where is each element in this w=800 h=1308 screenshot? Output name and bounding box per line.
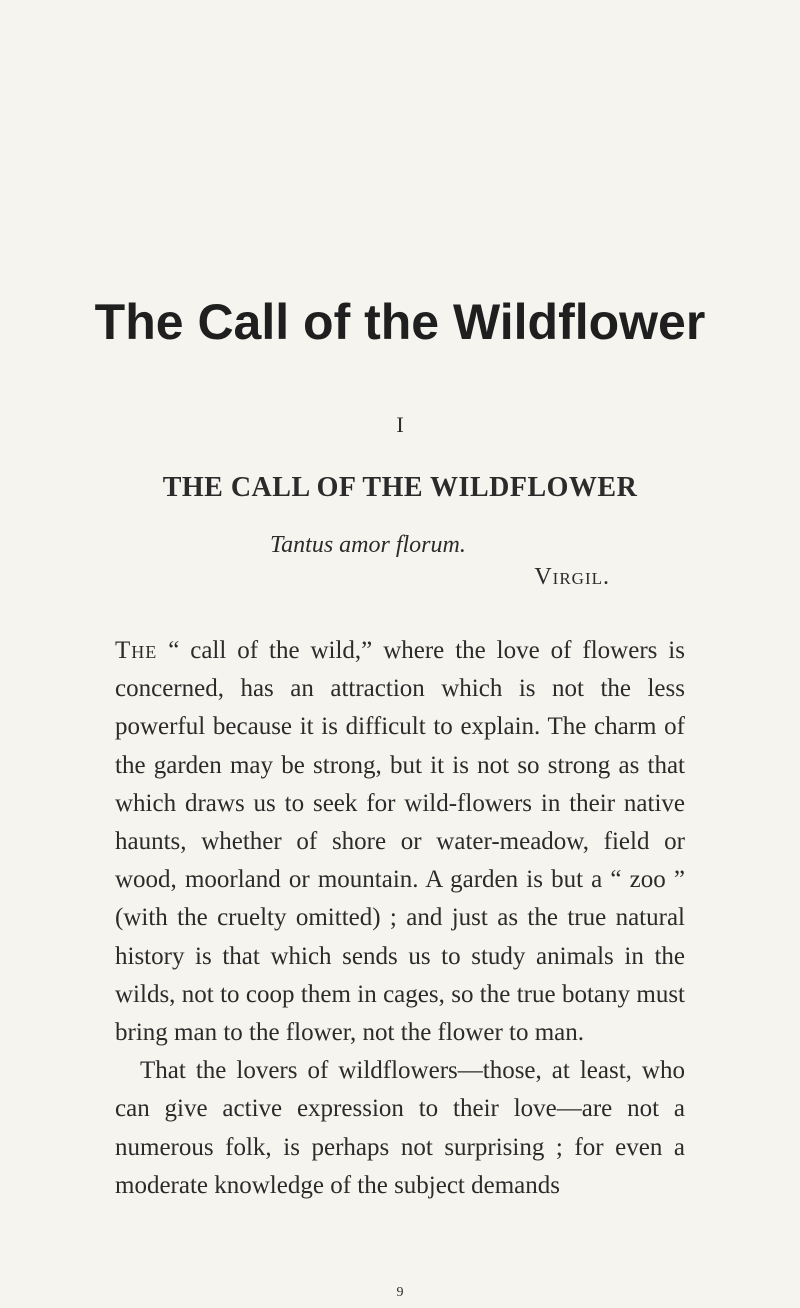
page-number: 9	[396, 1285, 404, 1300]
epigraph	[270, 530, 610, 592]
paragraph-lead-word: The	[115, 637, 158, 664]
epigraph-quote: Tantus amor florum.	[270, 532, 466, 558]
paragraph	[115, 632, 685, 1052]
body-text	[115, 632, 685, 1205]
paragraph-text: That the lovers of wildflowers—those, at least, who can give active expression to their love—are not a numerous folk, is perhaps not surprising ; for even a moderate knowledge of the subject demands	[115, 1057, 685, 1199]
chapter-title: THE CALL OF THE WILDFLOWER	[162, 472, 638, 503]
paragraph-text: “ call of the wild,” where the love of flowers is concerned, has an attraction which is not the less powerful because it is difficult to explain. The charm of the garden may be strong, but it is not so strong as that which draws us to seek for wild-flowers in their native haunts, whether of shore or water-meadow, field or wood, moorland or mountain. A garden is but a “ zoo ” (with the cruelty omitted) ; and just as the true natural history is that which sends us to study animals in the wilds, not to coop them in cages, so the true botany must bring man to the flower, not the flower to man.	[115, 637, 685, 1047]
book-title: The Call of the Wildflower	[94, 294, 706, 350]
epigraph-author: Virgil.	[534, 564, 610, 590]
paragraph	[115, 1052, 685, 1205]
chapter-number: I	[396, 412, 404, 437]
